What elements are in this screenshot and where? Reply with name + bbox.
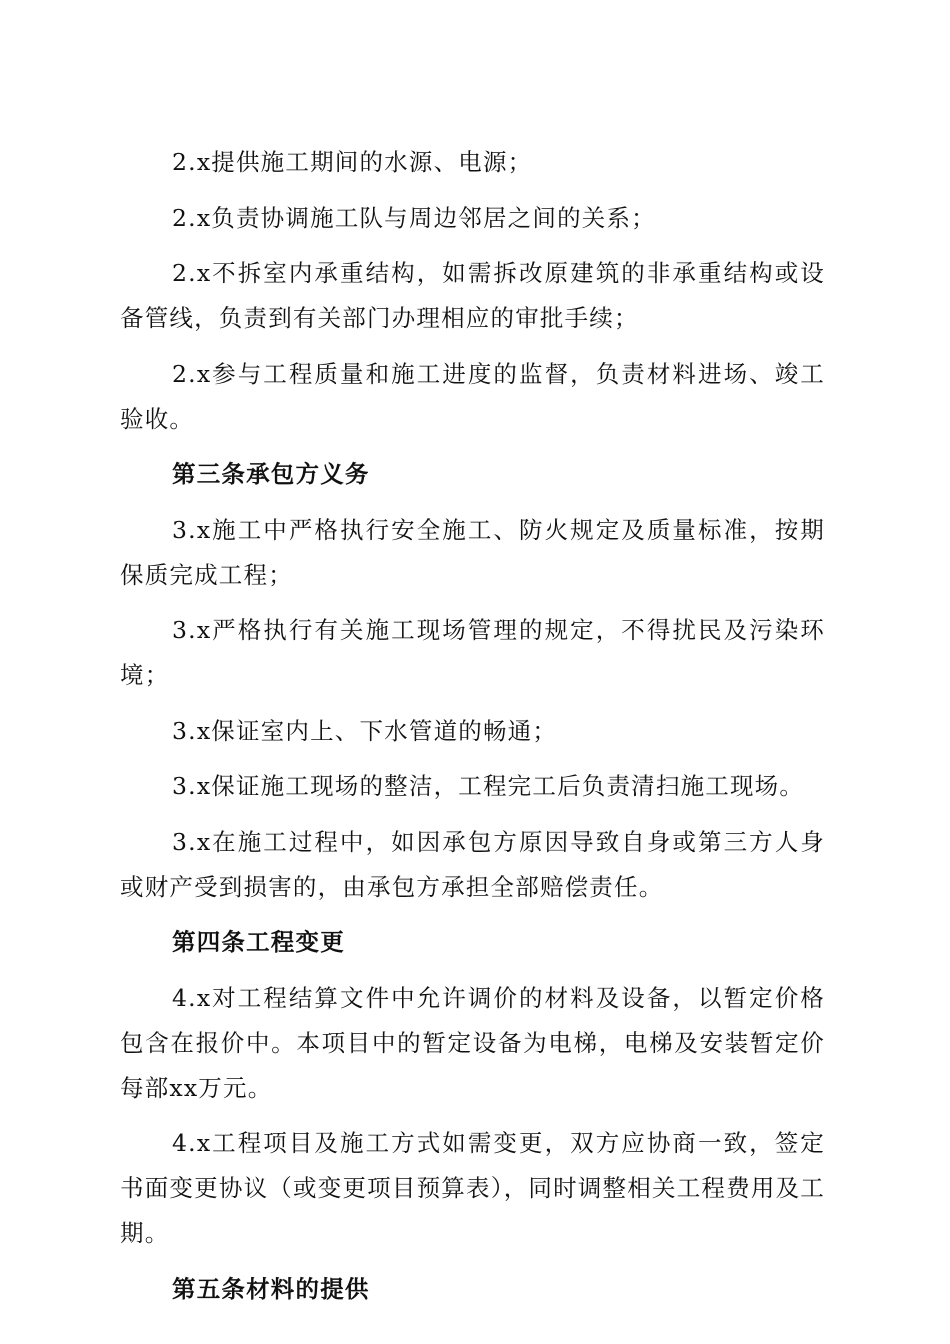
section-heading-project-changes: 第四条工程变更	[172, 928, 345, 956]
clause-3-site-management: 3.x严格执行有关施工现场管理的规定，不得扰民及污染环境；	[120, 616, 825, 689]
clause-3-water-pipes: 3.x保证室内上、下水管道的畅通；	[172, 716, 558, 745]
clause-3-damage-liability: 3.x在施工过程中，如因承包方原因导致自身或第三方人身或财产受到损害的，由承包方承担全部赔偿责任。	[120, 827, 825, 901]
section-heading-contractor-obligations: 第三条承包方义务	[172, 460, 370, 488]
clause-4-change-agreement: 4.x工程项目及施工方式如需变更，双方应协商一致，签定书面变更协议（或变更项目预算表），同时调整相关工程费用及工期。	[120, 1129, 825, 1247]
clause-2-neighbor-coordination: 2.x负责协调施工队与周边邻居之间的关系；	[172, 203, 656, 232]
clause-3-safety-standards: 3.x施工中严格执行安全施工、防火规定及质量标准，按期保质完成工程；	[120, 515, 825, 589]
clause-4-provisional-prices: 4.x对工程结算文件中允许调价的材料及设备，以暂定价格包含在报价中。本项目中的暂定设备为电梯，电梯及安装暂定价每部xx万元。	[120, 983, 825, 1102]
clause-2-structure-approval: 2.x不拆室内承重结构，如需拆改原建筑的非承重结构或设备管线，负责到有关部门办理相应的审批手续；	[120, 259, 825, 332]
section-heading-material-supply: 第五条材料的提供	[172, 1274, 370, 1303]
clause-3-site-cleanliness: 3.x保证施工现场的整洁，工程完工后负责清扫施工现场。	[172, 772, 805, 800]
clause-2-water-power: 2.x提供施工期间的水源、电源；	[172, 148, 533, 176]
clause-2-quality-supervision: 2.x参与工程质量和施工进度的监督，负责材料进场、竣工验收。	[120, 359, 825, 433]
document-page	[120, 140, 825, 1322]
